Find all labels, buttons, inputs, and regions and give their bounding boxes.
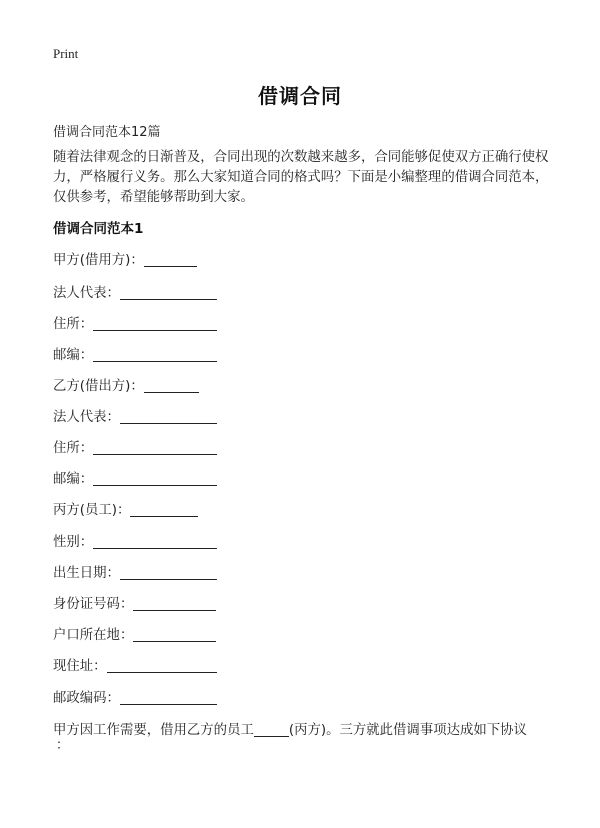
form-field-party-b-postcode	[53, 468, 217, 487]
field-label: 出生日期：	[53, 566, 120, 581]
fill-blank[interactable]	[120, 565, 217, 580]
closing-paragraph	[53, 719, 527, 738]
form-field-party-b-address	[53, 437, 217, 456]
fill-blank[interactable]	[93, 316, 217, 331]
intro-paragraph: 随着法律观念的日渐普及，合同出现的次数越来越多，合同能够促使双方正确行使权力，严格履行义务。那么大家知道合同的格式吗？下面是小编整理的借调合同范本，仅供参考，希望能够帮助到大家。	[53, 150, 549, 205]
form-field-household-registration	[53, 624, 216, 643]
field-label: 甲方(借用方)：	[53, 253, 144, 268]
field-label: 现住址：	[53, 659, 107, 674]
document-title: 借调合同	[258, 84, 342, 108]
fill-blank[interactable]	[93, 440, 217, 455]
form-field-id-number	[53, 593, 216, 612]
fill-blank[interactable]	[93, 534, 217, 549]
section-heading: 借调合同范本1	[53, 221, 144, 237]
form-field-party-a-address	[53, 313, 217, 332]
form-field-postal-code	[53, 687, 217, 706]
fill-blank[interactable]	[120, 409, 217, 424]
print-link[interactable]: Print	[53, 46, 79, 61]
form-field-current-address	[53, 655, 217, 674]
field-label: 身份证号码：	[53, 597, 134, 612]
fill-blank[interactable]	[130, 502, 198, 517]
fill-blank[interactable]	[144, 252, 197, 267]
closing-colon: ：	[56, 738, 70, 753]
fill-blank[interactable]	[120, 285, 217, 300]
fill-blank[interactable]	[107, 658, 217, 673]
field-label: 乙方(借出方)：	[53, 379, 144, 394]
field-label: 邮编：	[53, 348, 94, 363]
fill-blank[interactable]	[93, 471, 217, 486]
employee-count-blank[interactable]	[254, 722, 289, 737]
field-label: 丙方(员工)：	[53, 503, 131, 518]
field-label: 性别：	[53, 535, 94, 550]
field-label: 法人代表：	[53, 286, 120, 301]
fill-blank[interactable]	[133, 596, 216, 611]
document-subtitle: 借调合同范本12篇	[53, 125, 161, 140]
form-field-party-a-legal-rep	[53, 282, 217, 301]
form-field-birth-date	[53, 562, 217, 581]
form-field-party-b-legal-rep	[53, 406, 217, 425]
fill-blank[interactable]	[93, 347, 217, 362]
form-field-party-a	[53, 249, 197, 268]
field-label: 邮政编码：	[53, 691, 120, 706]
field-label: 住所：	[53, 317, 94, 332]
form-field-party-a-postcode	[53, 344, 217, 363]
field-label: 户口所在地：	[53, 628, 134, 643]
fill-blank[interactable]	[144, 378, 199, 393]
form-field-party-c	[53, 499, 198, 518]
field-label: 邮编：	[53, 472, 94, 487]
field-label: 法人代表：	[53, 410, 120, 425]
fill-blank[interactable]	[120, 690, 217, 705]
form-field-party-b	[53, 375, 199, 394]
closing-text-end: (丙方)。三方就此借调事项达成如下协议	[288, 723, 527, 738]
form-field-gender	[53, 531, 217, 550]
closing-text-start: 甲方因工作需要，借用乙方的员工	[53, 723, 254, 738]
field-label: 住所：	[53, 441, 94, 456]
fill-blank[interactable]	[133, 627, 216, 642]
